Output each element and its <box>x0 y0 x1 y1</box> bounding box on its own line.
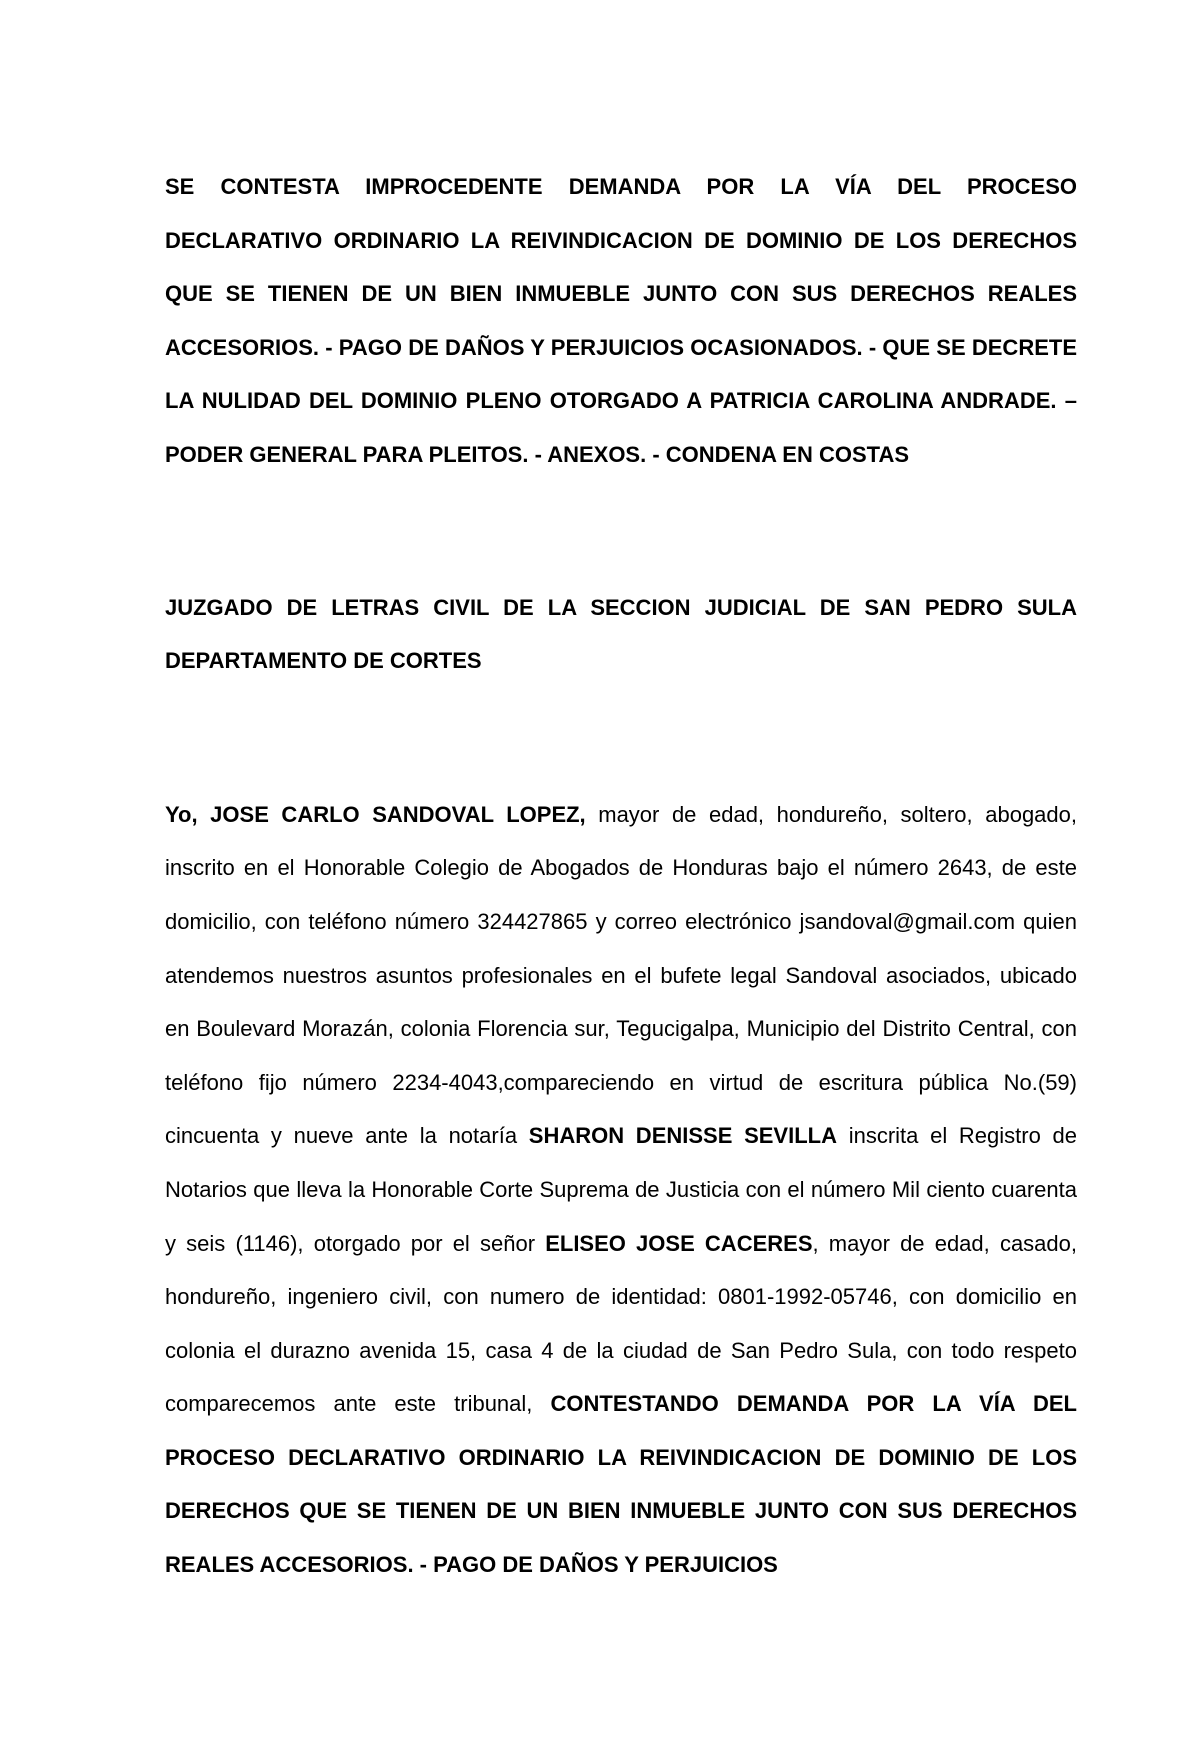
body-segment-3: inscrita el Registro de Notarios que lleva la Honorable Corte Suprema de Justicia con el número Mil ciento cuarenta y seis (1146), otorgado por el señor <box>165 1123 1078 1256</box>
document-page <box>165 160 1077 1592</box>
body-segment-1: mayor de edad, hondureño, soltero, abogado, inscrito en el Honorable Colegio de Abogados de Honduras bajo el número 2643, de este domicilio, con teléfono número 324427865 y correo electrónico jsandoval@gmail.com quien atendemos nuestros asuntos profesionales en el bufete legal Sandoval asociados, ubicado en Boulevard Morazán, colonia Florencia sur, Tegucigalpa, Municipio del Distrito Central, con teléfono fijo número 2234-4043,compareciendo en virtud de escritura pública No.(59) cincuenta y nueve ante la notaría <box>165 801 1077 1149</box>
body-paragraph <box>165 788 1077 1592</box>
body-segment-5: , mayor de edad, casado, hondureño, ingeniero civil, con numero de identidad: 0801-1992-05746, con domicilio en colonia el durazno avenida 15, casa 4 de la ciudad de San Pedro Sula, con todo respeto comparecemos ante este tribunal, <box>165 1230 1077 1417</box>
body-segment-4: ELISEO JOSE CACERES <box>545 1230 813 1256</box>
document-title: SE CONTESTA IMPROCEDENTE DEMANDA POR LA VÍA DEL PROCESO DECLARATIVO ORDINARIO LA REIVINDICACION DE DOMINIO DE LOS DERECHOS QUE SE TIENEN DE UN BIEN INMUEBLE JUNTO CON SUS DERECHOS REALES ACCESORIOS. - PAGO DE DAÑOS Y PERJUICIOS OCASIONADOS. - QUE SE DECRETE LA NULIDAD DEL DOMINIO PLENO OTORGADO A PATRICIA CAROLINA ANDRADE. – PODER GENERAL PARA PLEITOS. - ANEXOS. - CONDENA EN COSTAS <box>165 174 1077 467</box>
court-heading: JUZGADO DE LETRAS CIVIL DE LA SECCION JUDICIAL DE SAN PEDRO SULA DEPARTAMENTO DE CORTES <box>165 594 1077 674</box>
body-segment-0: Yo, JOSE CARLO SANDOVAL LOPEZ, <box>165 801 586 827</box>
body-segment-6: CONTESTANDO DEMANDA POR LA VÍA DEL PROCESO DECLARATIVO ORDINARIO LA REIVINDICACION DE DOMINIO DE LOS DERECHOS QUE SE TIENEN DE UN BIEN INMUEBLE JUNTO CON SUS DERECHOS REALES ACCESORIOS. - PAGO DE DAÑOS Y PERJUICIOS <box>165 1391 1077 1578</box>
body-segment-2: SHARON DENISSE SEVILLA <box>528 1123 837 1149</box>
